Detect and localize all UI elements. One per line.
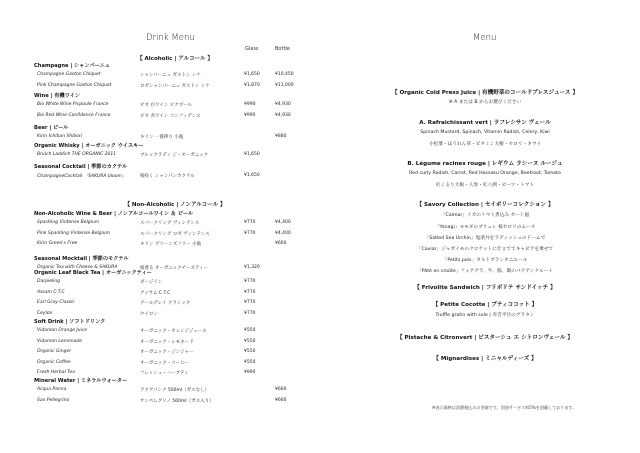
drink-glass: ¥550	[244, 359, 256, 365]
drink-item-row	[37, 220, 302, 228]
drink-bottle: ¥660	[275, 241, 287, 247]
drink-bottle: ¥11,000	[275, 82, 294, 88]
drink-en: Fresh Herbal Tea	[37, 370, 75, 376]
drink-item-row	[37, 360, 302, 368]
drink-bottle: ¥4,930	[275, 112, 291, 118]
category-heading: Soft Drink | ソフトドリンク	[34, 319, 106, 325]
drink-jp: ロゼシャンパーニュ ガストン シケ	[140, 83, 210, 89]
drink-glass: ¥550	[244, 328, 256, 333]
category-heading: Seasonal Mocktail | 季節のモクテル	[34, 256, 129, 262]
drink-item-row	[37, 134, 302, 142]
menu-heading: B. Légume racines rouge | レギウム ラシーヌ ルージュ	[407, 161, 563, 167]
drink-item-row	[37, 231, 302, 239]
drink-jp: セイロン	[140, 311, 158, 317]
drink-en: Ceylon	[37, 310, 53, 316]
drink-glass: ¥1,650	[244, 173, 260, 178]
drink-glass: ¥770	[244, 230, 256, 236]
drink-item-row	[37, 102, 302, 110]
drink-en: Kirin Green's Free	[37, 241, 78, 247]
drink-jp: ブルックラディ ジ・オーガニック	[140, 153, 209, 158]
drink-jp: シャンパーニュ ガストン シケ	[140, 73, 201, 78]
alcoholic-section-header: 【 Alcoholic | アルコール 】	[137, 56, 213, 62]
drink-glass: ¥770	[244, 220, 256, 225]
menu-detail: 「Pâté en croûte」フォアグラ、牛、豚、鶏のパテアンクルート	[417, 269, 553, 274]
drink-en: San Pellegrino	[37, 397, 70, 403]
drink-jp: オーガニック・オレンジジュース	[140, 329, 207, 334]
drink-glass: ¥770	[244, 279, 256, 284]
drink-bottle: ¥4,400	[275, 230, 291, 236]
drink-item-row	[37, 241, 302, 249]
menu-detail: Spinach Mustard, Spinach, Vitamin Radish, Celery, Kiwi	[420, 130, 550, 135]
drink-en: Bio Red Wine Confidence France	[37, 112, 111, 118]
drink-en: ChampagneCocktail 「SAKURA bloom」	[37, 174, 127, 179]
drink-jp: ダージリン	[140, 280, 163, 285]
drink-glass: ¥990	[244, 102, 256, 107]
drink-jp: キリン 一番搾り 小瓶	[140, 135, 184, 140]
category-heading: Organic Leaf Black Tea | オーガニックティー	[34, 270, 152, 276]
menu-title: Menu	[473, 33, 497, 43]
drink-menu-title: Drink Menu	[146, 33, 195, 43]
drink-item-row	[37, 339, 302, 347]
drink-bottle: ¥880	[275, 134, 287, 139]
drink-glass: ¥770	[244, 310, 256, 316]
drink-item-row	[37, 173, 302, 181]
drink-glass: ¥550	[244, 338, 256, 344]
category-heading: Beer | ビール	[34, 125, 69, 131]
menu-detail: 小松菜・ほうれん草・ビタミン大根・セロリ・キウイ	[428, 142, 542, 147]
drink-item-row	[37, 300, 302, 308]
drink-item-row	[37, 72, 302, 80]
drink-jp: スパークリング ヴィンテンス	[140, 221, 200, 226]
drink-en: Pink Sparkling Vintense Belgium	[37, 230, 110, 236]
drink-jp: オーガニック・コーヒー	[140, 360, 190, 366]
drink-glass: ¥770	[244, 289, 256, 295]
drink-en: Vidamon Orange Juice	[37, 328, 88, 333]
drink-en: Champagne Gaston Chiquet	[37, 72, 101, 77]
drink-glass: ¥990	[244, 112, 256, 118]
menu-detail: 「Calmar」イカのトマト煮込み セート風	[440, 213, 530, 218]
drink-jp: スパークリング ロゼ ヴィンテンス	[140, 231, 210, 237]
menu-detail: Truffle gratin with sole | 赤舌平目のグラタン	[435, 313, 535, 318]
menu-detail: 「Yanagi」ヨモギのブリュレ 桜セロリのムース	[434, 225, 536, 230]
menu-detail: ※ A または B からお選びください	[448, 100, 522, 105]
drink-item-row	[37, 83, 302, 91]
drink-item-row	[37, 279, 302, 287]
glass-column-header: Glass	[245, 46, 259, 52]
drink-jp: キリン グリーンズフリー 小瓶	[140, 242, 201, 248]
drink-jp: アッサム C.T.C	[140, 290, 171, 296]
drink-en: Bruich Laddich THE ORGANIC 2011	[37, 152, 117, 157]
drink-jp: オーガニック・レモネード	[140, 339, 194, 345]
drink-en: Pink Champagne Gaston Chiquet	[37, 82, 112, 88]
drink-item-row	[37, 387, 302, 395]
drink-bottle: ¥4,400	[275, 220, 291, 225]
drink-en: Vidamon Lemonade	[37, 338, 83, 344]
category-heading: Wine | 有機ワイン	[34, 93, 80, 99]
drink-en: Sparkling Vintense Belgium	[37, 220, 100, 225]
category-heading: Champagne | シャンパーニュ	[34, 63, 110, 69]
drink-bottle: ¥660	[275, 387, 287, 392]
drink-jp: ビオ 白ワイン ピクプール	[140, 103, 192, 108]
drink-glass: ¥1,870	[244, 82, 260, 88]
drink-glass: ¥1,320	[244, 265, 260, 270]
drink-jp: フレッシュ・ハーブティ	[140, 371, 189, 377]
drink-jp: アールグレイ クラシック	[140, 301, 191, 307]
menu-heading: 【 Savory Collection | セイボリーコレクション 】	[416, 202, 554, 208]
menu-detail: Red curly Radish, Carrot, Red Hassaku Orange, Beetroot, Tomato	[409, 171, 561, 176]
non-alcoholic-section-header: 【 Non-Alcoholic | ノンアルコール 】	[124, 202, 226, 208]
menu-detail: 「Petits pois」タルトブランタニエール	[442, 258, 528, 263]
menu-detail: 紅くるり大根・人参・紅八朔・ビーツ・トマト	[435, 183, 535, 188]
drink-en: Organic Ginger	[37, 349, 72, 355]
menu-heading: 【 Frivolite Sandwich | フリボリテ サンドイッチ 】	[414, 285, 556, 291]
drink-glass: ¥770	[244, 300, 256, 306]
drink-item-row	[37, 349, 302, 357]
menu-detail: 「Salted Sea Urchin」塩漬丹をラディッシュのドームで	[424, 236, 546, 241]
drink-glass: ¥1,650	[244, 72, 260, 77]
drink-jp: アクアパンナ 500ml（ガスなし）	[140, 388, 210, 393]
drink-en: Organic Coffee	[37, 359, 71, 365]
drink-jp: ビオ 赤ワイン コンフィデンス	[140, 113, 201, 119]
drink-glass: ¥990	[244, 370, 256, 376]
menu-heading: 【 Organic Cold Press Juice | 有機野菜のコールドプレスジュース 】	[391, 90, 579, 96]
drink-en: Earl Gray Classic	[37, 300, 75, 306]
drink-jp: 桜香る オーガニックチーズティー	[140, 266, 208, 271]
drink-item-row	[37, 398, 302, 406]
drink-jp: サンペレグリノ 500ml（ガス入り）	[140, 398, 214, 404]
drink-bottle: ¥660	[275, 397, 287, 403]
drink-jp: オーガニック・ジンジャー	[140, 350, 194, 356]
drink-jp: 桜咲く シャンパンカクテル	[140, 174, 195, 179]
category-heading: Mineral Water | ミネラルウォーター	[34, 378, 128, 384]
menu-heading: 【 Mignardises | ミニャルディーズ 】	[433, 356, 537, 362]
menu-heading: 【 Petite Cocotte | プティココット 】	[432, 302, 538, 308]
drink-en: Acqua Panna	[37, 387, 67, 392]
drink-en: Bio White Wine Picpoule France	[37, 102, 109, 107]
drink-en: Organic Tea with Cheese & SAKURA	[37, 265, 118, 270]
drink-item-row	[37, 152, 302, 160]
drink-glass: ¥1,650	[244, 152, 260, 157]
drink-bottle: ¥4,930	[275, 102, 291, 107]
menu-detail: 「Caviar」ジャガイモのクロケットに仕立ててキャビアを乗せて	[416, 247, 554, 252]
drink-bottle: ¥10,450	[275, 72, 294, 77]
menu-heading: 【 Pistache & Citronvert | ピスターシュ エ シトロンヴェール 】	[396, 335, 574, 341]
drink-glass: ¥550	[244, 349, 256, 355]
drink-item-row	[37, 290, 302, 298]
drink-en: Assam C.T.C	[37, 289, 65, 295]
tax-note: ※表示価格は消費税込みの金額です。別途サービス料5%を頂戴しております。	[432, 405, 577, 410]
category-heading: Non-Alcoholic Wine & Beer | ノンアルコールワイン ＆ ビール	[34, 211, 194, 217]
category-heading: Organic Whisky | オーガニック ウイスキー	[34, 143, 144, 149]
bottle-column-header: Bottle	[275, 46, 290, 52]
menu-heading: A. Rafraichissant vert | ラフレシサン ヴェール	[419, 120, 551, 126]
drink-item-row	[37, 113, 302, 121]
drink-en: Kirin Ichiban Shibori	[37, 134, 83, 139]
category-heading: Seasonal Cocktail | 季節のカクテル	[34, 164, 128, 170]
drink-en: Darjeeling	[37, 279, 61, 284]
drink-item-row	[37, 328, 302, 336]
